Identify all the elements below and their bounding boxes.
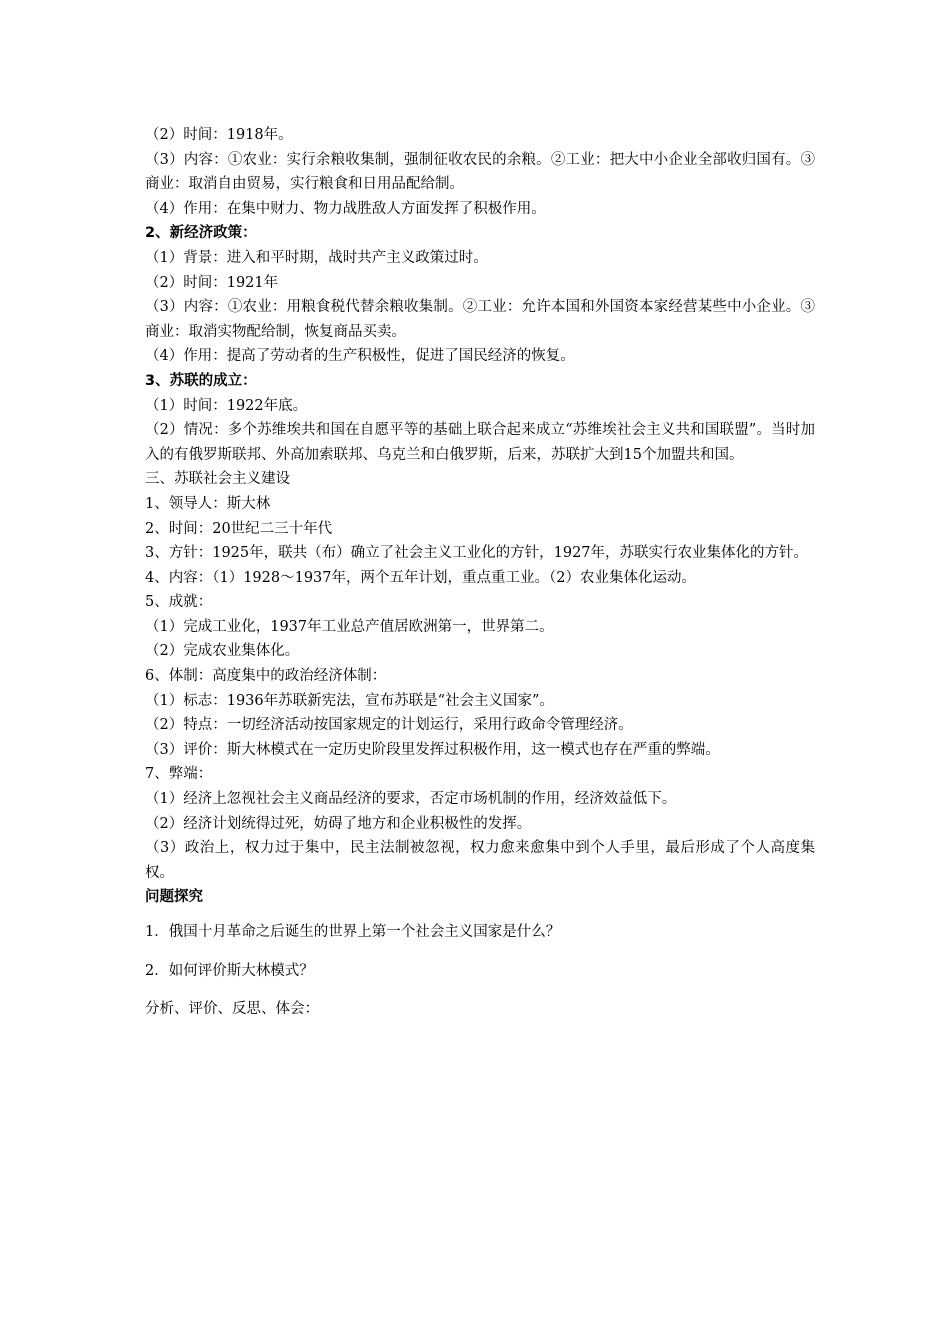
- text-line: （1）标志：1936年苏联新宪法，宣布苏联是“社会主义国家”。: [145, 692, 554, 709]
- question-1: 1．俄国十月革命之后诞生的世界上第一个社会主义国家是什么？: [145, 924, 561, 940]
- document-body: [145, 123, 815, 910]
- text-line: （1）时间：1922年底。: [145, 397, 308, 414]
- document-page: [145, 123, 815, 1022]
- text-line: （4）作用：提高了劳动者的生产积极性，促进了国民经济的恢复。: [145, 348, 575, 365]
- text-line: 2、时间：20世纪二三十年代: [145, 520, 333, 537]
- text-line: 3、方针：1925年，联共（布）确立了社会主义工业化的方针，1927年，苏联实行农业集体化的方针。: [145, 545, 809, 562]
- text-line: 5、成就：: [145, 594, 213, 611]
- text-line: （4）作用：在集中财力、物力战胜敌人方面发挥了积极作用。: [145, 200, 546, 217]
- question-2: 2．如何评价斯大林模式？: [145, 962, 314, 979]
- text-line: （3）内容：①农业：实行余粮收集制，强制征收农民的余粮。②工业：把大中小企业全部收归国有。③商业：取消自由贸易，实行粮食和日用品配给制。: [145, 151, 815, 193]
- text-line: （2）经济计划统得过死，妨碍了地方和企业积极性的发挥。: [145, 815, 532, 832]
- reflection-prompt: 分析、评价、反思、体会：: [145, 1001, 319, 1018]
- text-line: （2）完成农业集体化。: [145, 643, 300, 660]
- section-heading: 三、苏联社会主义建设: [145, 471, 290, 488]
- section-heading: 问题探究: [145, 889, 203, 906]
- text-line: （3）评价：斯大林模式在一定历史阶段里发挥过积极作用，这一模式也存在严重的弊端。: [145, 741, 720, 758]
- text-line: 7、弊端：: [145, 766, 213, 783]
- text-line: 4、内容：（1）1928～1937年，两个五年计划，重点重工业。（2）农业集体化运动。: [145, 569, 696, 586]
- text-line: 1、领导人：斯大林: [145, 495, 271, 512]
- text-line: （2）时间：1921年: [145, 274, 279, 291]
- text-line: （1）背景：进入和平时期，战时共产主义政策过时。: [145, 249, 488, 266]
- text-line: （1）经济上忽视社会主义商品经济的要求，否定市场机制的作用，经济效益低下。: [145, 791, 677, 808]
- section-heading: 2、新经济政策：: [145, 225, 257, 242]
- section-heading: 3、苏联的成立：: [145, 372, 257, 389]
- text-line: （3）内容：①农业：用粮食税代替余粮收集制。②工业：允许本国和外国资本家经营某些中小企业。③商业：取消实物配给制，恢复商品买卖。: [145, 299, 815, 340]
- text-line: （2）情况：多个苏维埃共和国在自愿平等的基础上联合起来成立“苏维埃社会主义共和国联盟”。当时加入的有俄罗斯联邦、外高加索联邦、乌克兰和白俄罗斯，后来，苏联扩大到15个加盟共和国。: [145, 422, 815, 463]
- text-line: 6、体制：高度集中的政治经济体制：: [145, 668, 387, 685]
- text-line: （3）政治上，权力过于集中，民主法制被忽视，权力愈来愈集中到个人手里，最后形成了个人高度集权。: [145, 840, 815, 881]
- text-line: （2）特点：一切经济活动按国家规定的计划运行，采用行政命令管理经济。: [145, 717, 633, 734]
- text-line: （2）时间：1918年。: [145, 127, 293, 143]
- text-line: （1）完成工业化，1937年工业总产值居欧洲第一，世界第二。: [145, 618, 554, 635]
